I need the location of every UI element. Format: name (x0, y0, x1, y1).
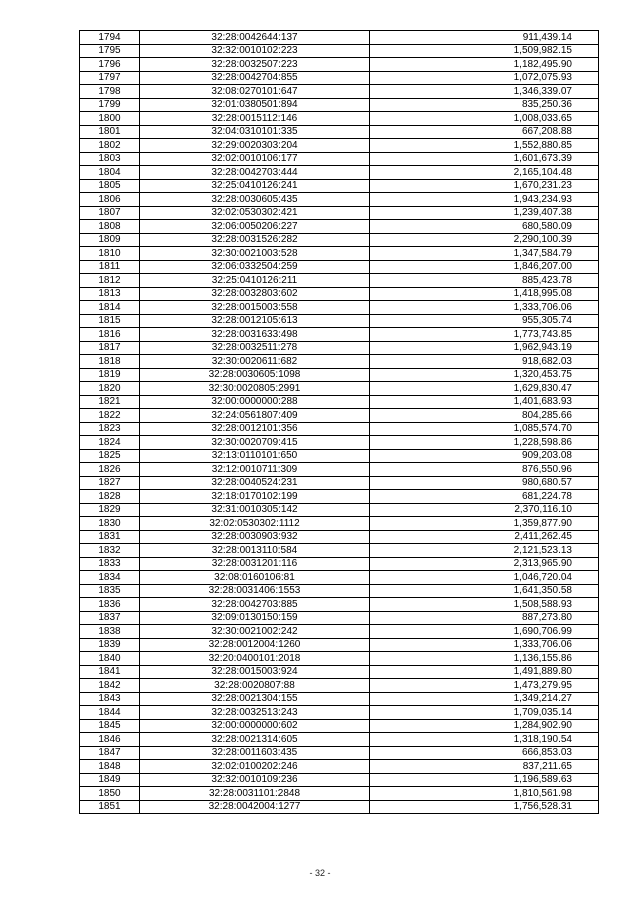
value-cell: 1,690,706.99 (370, 625, 599, 639)
value-cell: 1,333,706.06 (370, 301, 599, 315)
value-cell: 2,165,104.48 (370, 166, 599, 180)
table-row (80, 314, 599, 328)
value-cell: 835,250.36 (370, 98, 599, 112)
table-row (80, 179, 599, 193)
table-row (80, 584, 599, 598)
cadastral-number-cell: 32:18:0170102:199 (140, 490, 370, 504)
cadastral-number-cell: 32:28:0011603:435 (140, 746, 370, 760)
row-number-cell: 1837 (80, 611, 140, 625)
row-number-cell: 1815 (80, 314, 140, 328)
table-row (80, 341, 599, 355)
cadastral-number-cell: 32:28:0021314:605 (140, 733, 370, 747)
value-cell: 681,224.78 (370, 490, 599, 504)
table-row (80, 193, 599, 207)
row-number-cell: 1849 (80, 773, 140, 787)
value-cell: 1,046,720.04 (370, 571, 599, 585)
cadastral-number-cell: 32:28:0012105:613 (140, 314, 370, 328)
cadastral-number-cell: 32:28:0042703:885 (140, 598, 370, 612)
row-number-cell: 1840 (80, 652, 140, 666)
row-number-cell: 1839 (80, 638, 140, 652)
table-body (80, 31, 599, 814)
table-row (80, 287, 599, 301)
cadastral-number-cell: 32:06:0050206:227 (140, 220, 370, 234)
table-row (80, 517, 599, 531)
table-row (80, 490, 599, 504)
row-number-cell: 1816 (80, 328, 140, 342)
row-number-cell: 1811 (80, 260, 140, 274)
cadastral-number-cell: 32:32:0010102:223 (140, 44, 370, 58)
table-row (80, 112, 599, 126)
page-number: - 32 - (309, 868, 331, 878)
row-number-cell: 1831 (80, 530, 140, 544)
table-row (80, 436, 599, 450)
table-row (80, 719, 599, 733)
row-number-cell: 1824 (80, 436, 140, 450)
table-row (80, 247, 599, 261)
row-number-cell: 1805 (80, 179, 140, 193)
table-row (80, 652, 599, 666)
table-row (80, 139, 599, 153)
value-cell: 1,318,190.54 (370, 733, 599, 747)
value-cell: 1,601,673.39 (370, 152, 599, 166)
row-number-cell: 1806 (80, 193, 140, 207)
table-row (80, 544, 599, 558)
value-cell: 885,423.78 (370, 274, 599, 288)
cadastral-number-cell: 32:01:0380501:894 (140, 98, 370, 112)
value-cell: 1,508,588.93 (370, 598, 599, 612)
row-number-cell: 1841 (80, 665, 140, 679)
table-row (80, 638, 599, 652)
value-cell: 1,552,880.85 (370, 139, 599, 153)
cadastral-number-cell: 32:30:0020709:415 (140, 436, 370, 450)
table-row (80, 233, 599, 247)
value-cell: 1,136,155.86 (370, 652, 599, 666)
value-cell: 680,580.09 (370, 220, 599, 234)
cadastral-number-cell: 32:28:0040524:231 (140, 476, 370, 490)
row-number-cell: 1804 (80, 166, 140, 180)
table-row (80, 152, 599, 166)
cadastral-number-cell: 32:30:0021002:242 (140, 625, 370, 639)
row-number-cell: 1826 (80, 463, 140, 477)
value-cell: 1,008,033.65 (370, 112, 599, 126)
cadastral-number-cell: 32:28:0031633:498 (140, 328, 370, 342)
row-number-cell: 1814 (80, 301, 140, 315)
table-row (80, 220, 599, 234)
table-row (80, 571, 599, 585)
value-cell: 1,473,279.95 (370, 679, 599, 693)
cadastral-number-cell: 32:30:0021003:528 (140, 247, 370, 261)
table-row (80, 773, 599, 787)
cadastral-number-cell: 32:28:0031101:2848 (140, 787, 370, 801)
cadastral-number-cell: 32:28:0013110:584 (140, 544, 370, 558)
value-cell: 1,670,231.23 (370, 179, 599, 193)
cadastral-number-cell: 32:28:0042004:1277 (140, 800, 370, 814)
row-number-cell: 1825 (80, 449, 140, 463)
cadastral-number-cell: 32:06:0332504:259 (140, 260, 370, 274)
value-cell: 1,349,214.27 (370, 692, 599, 706)
cadastral-number-cell: 32:02:0100202:246 (140, 760, 370, 774)
row-number-cell: 1846 (80, 733, 140, 747)
value-cell: 666,853.03 (370, 746, 599, 760)
table-row (80, 368, 599, 382)
cadastral-number-cell: 32:04:0310101:335 (140, 125, 370, 139)
row-number-cell: 1850 (80, 787, 140, 801)
table-row (80, 166, 599, 180)
row-number-cell: 1800 (80, 112, 140, 126)
cadastral-number-cell: 32:28:0015003:558 (140, 301, 370, 315)
value-cell: 1,182,495.90 (370, 58, 599, 72)
table-row (80, 274, 599, 288)
table-row (80, 44, 599, 58)
table-row (80, 706, 599, 720)
row-number-cell: 1832 (80, 544, 140, 558)
value-cell: 1,641,350.58 (370, 584, 599, 598)
value-cell: 980,680.57 (370, 476, 599, 490)
table-row (80, 206, 599, 220)
table-row (80, 665, 599, 679)
table-row (80, 85, 599, 99)
value-cell: 1,284,902.90 (370, 719, 599, 733)
row-number-cell: 1843 (80, 692, 140, 706)
value-cell: 2,411,262.45 (370, 530, 599, 544)
cadastral-number-cell: 32:28:0032511:278 (140, 341, 370, 355)
table-row (80, 409, 599, 423)
row-number-cell: 1842 (80, 679, 140, 693)
cadastral-number-cell: 32:02:0530302:1112 (140, 517, 370, 531)
table-row (80, 598, 599, 612)
value-cell: 1,085,574.70 (370, 422, 599, 436)
cadastral-number-cell: 32:28:0012101:356 (140, 422, 370, 436)
row-number-cell: 1801 (80, 125, 140, 139)
cadastral-number-cell: 32:30:0020611:682 (140, 355, 370, 369)
cadastral-number-cell: 32:28:0032507:223 (140, 58, 370, 72)
cadastral-number-cell: 32:28:0012004:1260 (140, 638, 370, 652)
table-row (80, 260, 599, 274)
value-cell: 837,211.65 (370, 760, 599, 774)
row-number-cell: 1836 (80, 598, 140, 612)
row-number-cell: 1822 (80, 409, 140, 423)
value-cell: 1,346,339.07 (370, 85, 599, 99)
table-row (80, 328, 599, 342)
value-cell: 911,439.14 (370, 31, 599, 45)
row-number-cell: 1795 (80, 44, 140, 58)
row-number-cell: 1798 (80, 85, 140, 99)
table-row (80, 449, 599, 463)
cadastral-number-cell: 32:28:0020807:88 (140, 679, 370, 693)
cadastral-number-cell: 32:31:0010305:142 (140, 503, 370, 517)
table-row (80, 71, 599, 85)
table-row (80, 382, 599, 396)
row-number-cell: 1827 (80, 476, 140, 490)
value-cell: 1,509,982.15 (370, 44, 599, 58)
cadastral-number-cell: 32:28:0015003:924 (140, 665, 370, 679)
value-cell: 2,370,116.10 (370, 503, 599, 517)
cadastral-number-cell: 32:09:0130150:159 (140, 611, 370, 625)
value-cell: 667,208.88 (370, 125, 599, 139)
table-row (80, 733, 599, 747)
value-cell: 1,709,035.14 (370, 706, 599, 720)
table-row (80, 355, 599, 369)
table-row (80, 503, 599, 517)
value-cell: 1,072,075.93 (370, 71, 599, 85)
cadastral-number-cell: 32:28:0042644:137 (140, 31, 370, 45)
cadastral-number-cell: 32:30:0020805:2991 (140, 382, 370, 396)
value-cell: 887,273.80 (370, 611, 599, 625)
cadastral-number-cell: 32:28:0030605:435 (140, 193, 370, 207)
table-row (80, 611, 599, 625)
table-row (80, 58, 599, 72)
table-row (80, 557, 599, 571)
table-row (80, 787, 599, 801)
row-number-cell: 1848 (80, 760, 140, 774)
row-number-cell: 1823 (80, 422, 140, 436)
cadastral-number-cell: 32:24:0561807:409 (140, 409, 370, 423)
row-number-cell: 1817 (80, 341, 140, 355)
row-number-cell: 1829 (80, 503, 140, 517)
cadastral-number-cell: 32:32:0010109:236 (140, 773, 370, 787)
value-cell: 1,239,407.38 (370, 206, 599, 220)
table-row (80, 125, 599, 139)
value-cell: 1,196,589.63 (370, 773, 599, 787)
row-number-cell: 1812 (80, 274, 140, 288)
value-cell: 1,401,683.93 (370, 395, 599, 409)
value-cell: 1,333,706.06 (370, 638, 599, 652)
table-row (80, 679, 599, 693)
cadastral-number-cell: 32:28:0030605:1098 (140, 368, 370, 382)
row-number-cell: 1796 (80, 58, 140, 72)
value-cell: 1,418,995.08 (370, 287, 599, 301)
row-number-cell: 1838 (80, 625, 140, 639)
row-number-cell: 1803 (80, 152, 140, 166)
cadastral-number-cell: 32:28:0042704:855 (140, 71, 370, 85)
row-number-cell: 1818 (80, 355, 140, 369)
cadastral-number-cell: 32:28:0021304:155 (140, 692, 370, 706)
cadastral-value-table (79, 30, 599, 814)
row-number-cell: 1802 (80, 139, 140, 153)
table-row (80, 31, 599, 45)
table-row (80, 692, 599, 706)
value-cell: 909,203.08 (370, 449, 599, 463)
table-row (80, 625, 599, 639)
row-number-cell: 1807 (80, 206, 140, 220)
row-number-cell: 1808 (80, 220, 140, 234)
row-number-cell: 1845 (80, 719, 140, 733)
value-cell: 1,320,453.75 (370, 368, 599, 382)
value-cell: 1,773,743.85 (370, 328, 599, 342)
cadastral-number-cell: 32:12:0010711:309 (140, 463, 370, 477)
cadastral-number-cell: 32:08:0160106:81 (140, 571, 370, 585)
cadastral-number-cell: 32:28:0030903:932 (140, 530, 370, 544)
row-number-cell: 1809 (80, 233, 140, 247)
value-cell: 1,359,877.90 (370, 517, 599, 531)
table-row (80, 395, 599, 409)
row-number-cell: 1834 (80, 571, 140, 585)
cadastral-number-cell: 32:28:0031526:282 (140, 233, 370, 247)
value-cell: 1,629,830.47 (370, 382, 599, 396)
table-row (80, 463, 599, 477)
cadastral-number-cell: 32:25:0410126:211 (140, 274, 370, 288)
cadastral-number-cell: 32:28:0032513:243 (140, 706, 370, 720)
value-cell: 2,121,523.13 (370, 544, 599, 558)
cadastral-number-cell: 32:28:0042703:444 (140, 166, 370, 180)
value-cell: 1,491,889.80 (370, 665, 599, 679)
cadastral-number-cell: 32:08:0270101:647 (140, 85, 370, 99)
table-row (80, 746, 599, 760)
cadastral-number-cell: 32:28:0015112:146 (140, 112, 370, 126)
value-cell: 876,550.96 (370, 463, 599, 477)
value-cell: 1,943,234.93 (370, 193, 599, 207)
value-cell: 1,846,207.00 (370, 260, 599, 274)
cadastral-number-cell: 32:28:0032803:602 (140, 287, 370, 301)
row-number-cell: 1833 (80, 557, 140, 571)
value-cell: 2,313,965.90 (370, 557, 599, 571)
row-number-cell: 1813 (80, 287, 140, 301)
row-number-cell: 1799 (80, 98, 140, 112)
value-cell: 804,285.66 (370, 409, 599, 423)
value-cell: 1,347,584.79 (370, 247, 599, 261)
cadastral-number-cell: 32:00:0000000:288 (140, 395, 370, 409)
row-number-cell: 1835 (80, 584, 140, 598)
value-cell: 1,756,528.31 (370, 800, 599, 814)
row-number-cell: 1847 (80, 746, 140, 760)
row-number-cell: 1851 (80, 800, 140, 814)
value-cell: 2,290,100.39 (370, 233, 599, 247)
cadastral-number-cell: 32:13:0110101:650 (140, 449, 370, 463)
cadastral-number-cell: 32:02:0530302:421 (140, 206, 370, 220)
table-row (80, 422, 599, 436)
cadastral-number-cell: 32:29:0020303:204 (140, 139, 370, 153)
value-cell: 918,682.03 (370, 355, 599, 369)
table-row (80, 800, 599, 814)
table-row (80, 530, 599, 544)
row-number-cell: 1810 (80, 247, 140, 261)
row-number-cell: 1797 (80, 71, 140, 85)
cadastral-number-cell: 32:00:0000000:602 (140, 719, 370, 733)
cadastral-number-cell: 32:02:0010106:177 (140, 152, 370, 166)
row-number-cell: 1830 (80, 517, 140, 531)
value-cell: 1,228,598.86 (370, 436, 599, 450)
row-number-cell: 1820 (80, 382, 140, 396)
value-cell: 1,962,943.19 (370, 341, 599, 355)
cadastral-number-cell: 32:28:0031201:116 (140, 557, 370, 571)
value-cell: 1,810,561.98 (370, 787, 599, 801)
value-cell: 955,305.74 (370, 314, 599, 328)
row-number-cell: 1828 (80, 490, 140, 504)
table-row (80, 98, 599, 112)
row-number-cell: 1821 (80, 395, 140, 409)
cadastral-number-cell: 32:20:0400101:2018 (140, 652, 370, 666)
cadastral-number-cell: 32:25:0410126:241 (140, 179, 370, 193)
table-row (80, 301, 599, 315)
cadastral-number-cell: 32:28:0031406:1553 (140, 584, 370, 598)
row-number-cell: 1794 (80, 31, 140, 45)
table-row (80, 760, 599, 774)
row-number-cell: 1844 (80, 706, 140, 720)
row-number-cell: 1819 (80, 368, 140, 382)
table-row (80, 476, 599, 490)
